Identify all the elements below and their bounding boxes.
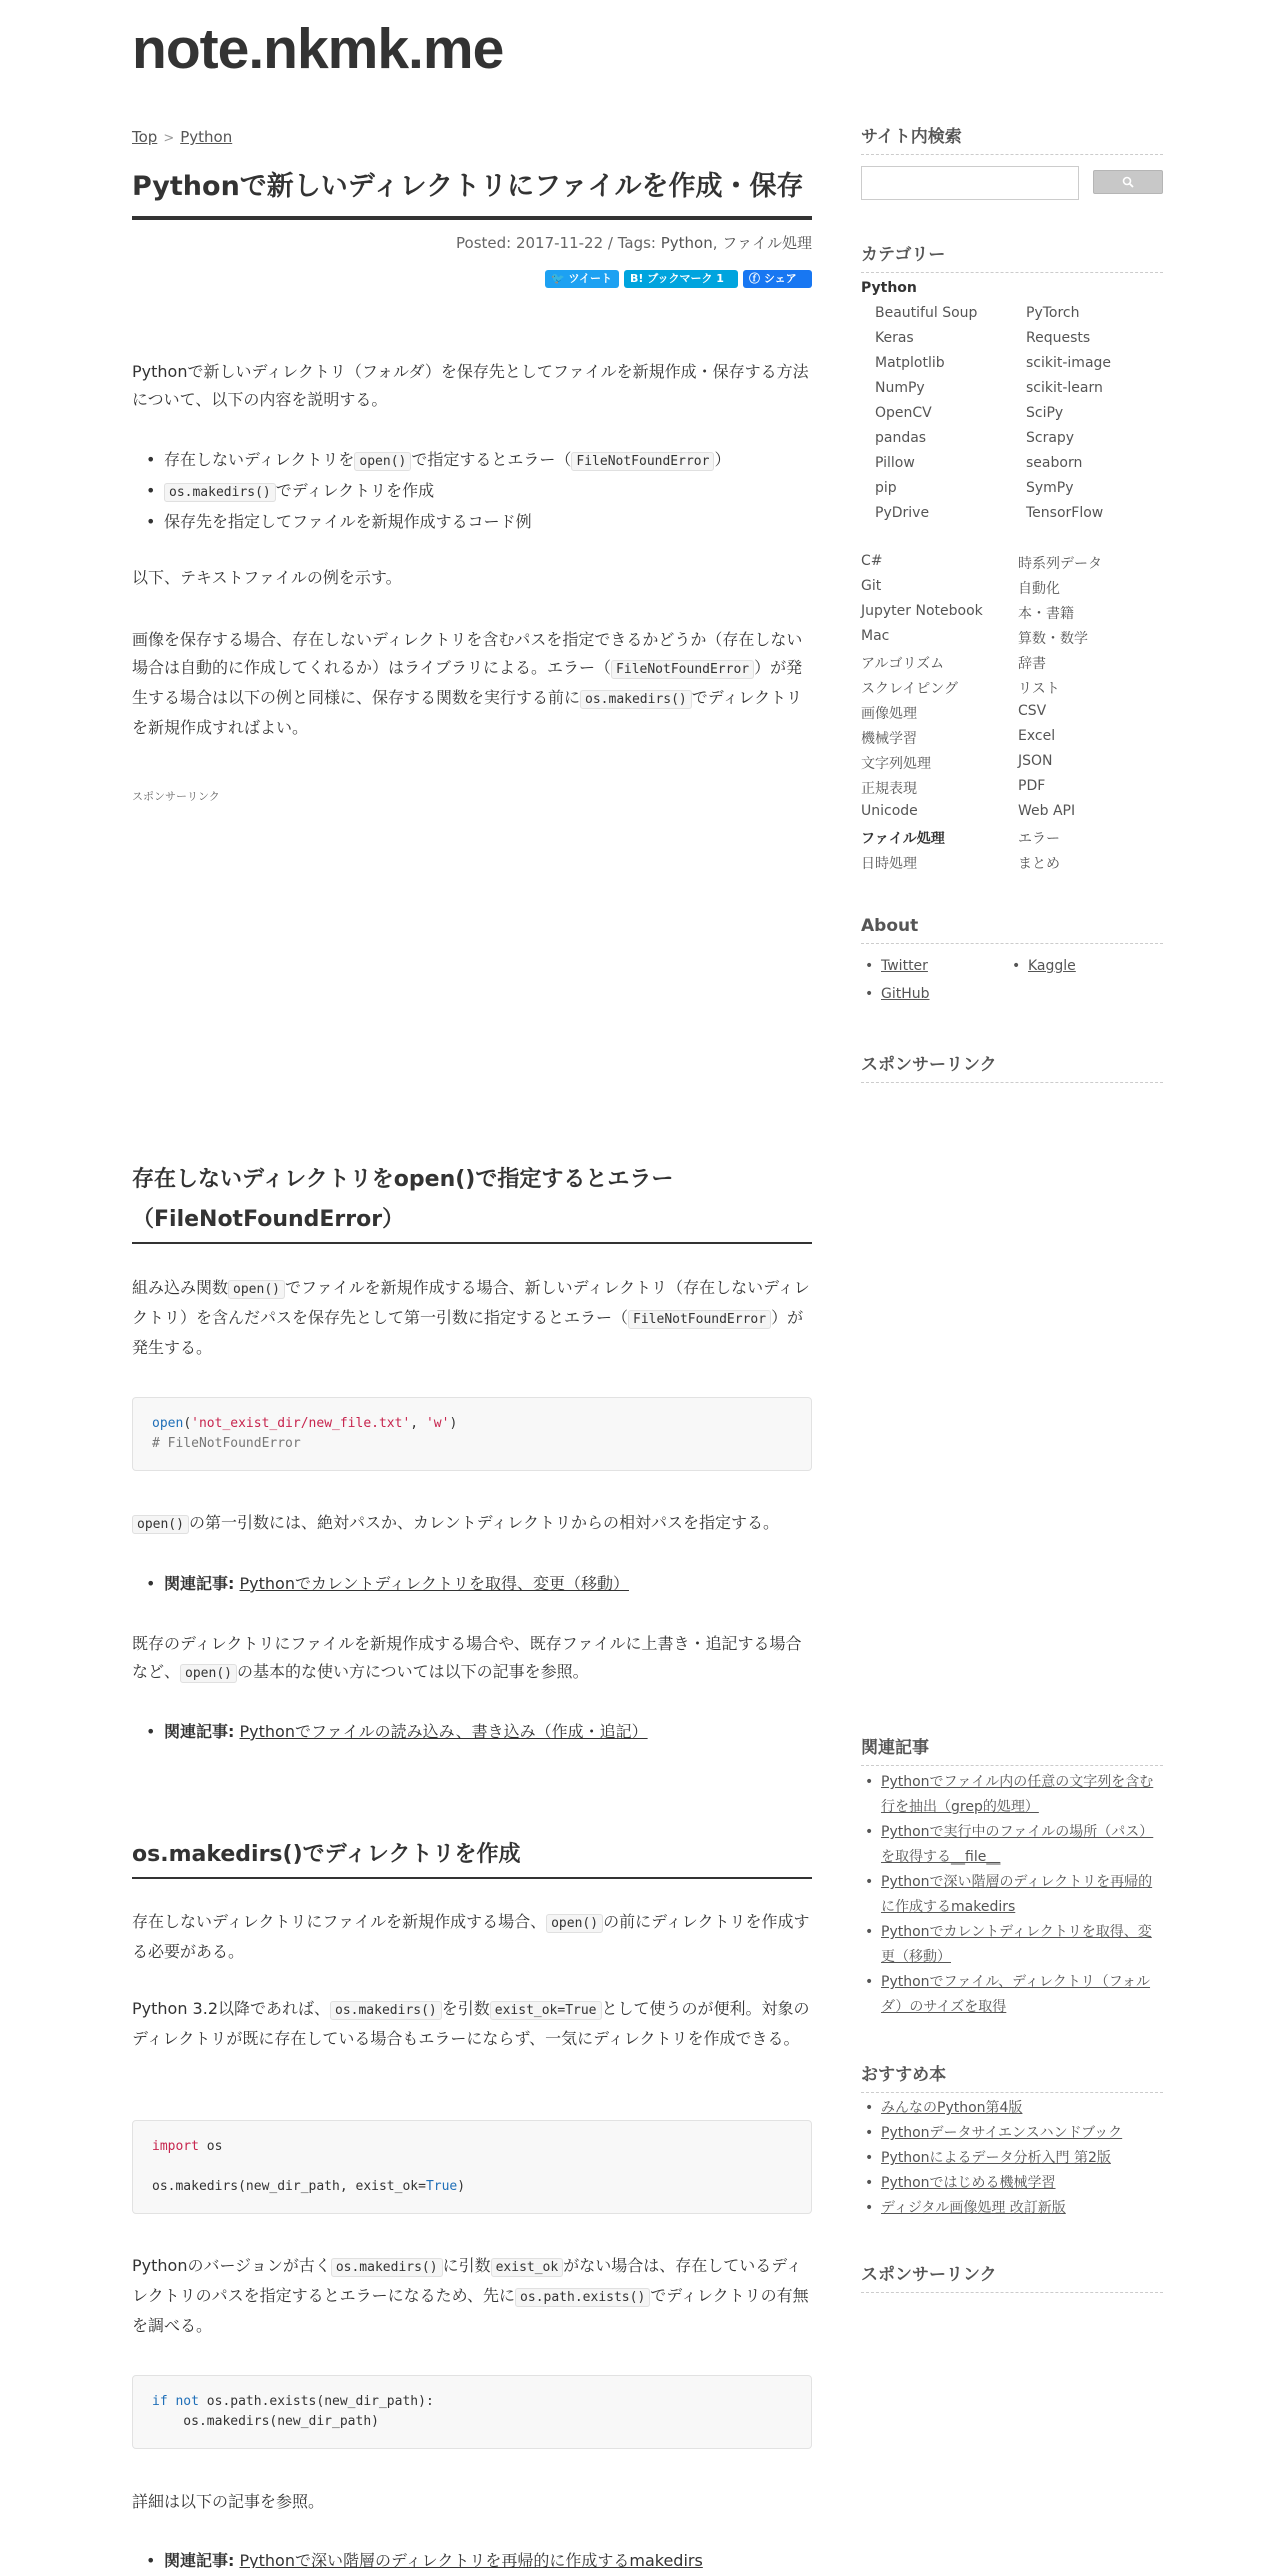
breadcrumb: [132, 128, 232, 146]
sidebar-book-link[interactable]: みんなのPython第4版: [881, 2100, 1023, 2116]
related-link[interactable]: Pythonでカレントディレクトリを取得、変更（移動）: [239, 1574, 629, 1593]
paragraph: [132, 1995, 812, 2053]
category-item[interactable]: Unicode: [861, 803, 918, 819]
category-item[interactable]: scikit-learn: [1026, 380, 1103, 396]
category-item[interactable]: TensorFlow: [1026, 505, 1104, 521]
text: Pythonのバージョンが古く: [132, 2256, 331, 2275]
inline-code: open(): [354, 452, 411, 471]
toc-text: 存在しないディレクトリを: [164, 450, 355, 469]
code-token: ,: [410, 1416, 426, 1431]
post-meta: [456, 232, 812, 253]
category-item[interactable]: 自動化: [1018, 581, 1060, 597]
category-item[interactable]: Jupyter Notebook: [861, 603, 983, 619]
category-item[interactable]: SciPy: [1026, 405, 1064, 421]
sidebar-book-item: [861, 2196, 1163, 2221]
sidebar-related-link[interactable]: Pythonでカレントディレクトリを取得、変更（移動）: [881, 1924, 1152, 1965]
search-button[interactable]: [1093, 170, 1163, 194]
toc-text: で指定するとエラー（: [411, 450, 572, 469]
code-token: open: [152, 1416, 184, 1431]
category-item[interactable]: 文字列処理: [861, 756, 931, 772]
sidebar-book-link[interactable]: ディジタル画像処理 改訂新版: [881, 2200, 1066, 2216]
category-item[interactable]: ファイル処理: [861, 831, 945, 847]
tag-separator: ,: [712, 234, 723, 252]
text: でディレクトリを新規作成すればよい。: [132, 688, 803, 737]
code-block[interactable]: [132, 2375, 812, 2449]
sidebar-related-list: [861, 1770, 1163, 2020]
breadcrumb-separator: >: [163, 131, 175, 146]
sidebar-book-link[interactable]: Pythonによるデータ分析入門 第2版: [881, 2150, 1111, 2166]
sidebar-categories-title: カテゴリー: [861, 240, 1163, 273]
text: の前にディレクトリを作成する必要がある。: [132, 1912, 810, 1961]
inline-code: open(): [228, 1280, 285, 1299]
text: 既存のディレクトリにファイルを新規作成する場合や、既存ファイルに上書き・追記する場合など、: [132, 1634, 802, 1681]
category-item[interactable]: エラー: [1018, 831, 1060, 847]
related-label: 関連記事:: [164, 1722, 235, 1741]
code-token: (: [183, 1416, 192, 1431]
category-item[interactable]: Scrapy: [1026, 430, 1075, 446]
text: の第一引数には、絶対パスか、カレントディレクトリからの相対パスを指定する。: [188, 1513, 779, 1532]
sidebar-book-item: [861, 2171, 1163, 2196]
text: でディレクトリの有無を調べる。: [132, 2286, 809, 2335]
category-python[interactable]: Python: [861, 280, 917, 296]
category-item[interactable]: Mac: [861, 628, 890, 644]
code-comment: # FileNotFoundError: [152, 1436, 301, 1451]
code-token: 'not_exist_dir/new_file.txt': [191, 1416, 411, 1431]
tag-python-link[interactable]: Python: [660, 234, 713, 252]
text: 組み込み関数: [132, 1278, 229, 1297]
sidebar-related-item: [861, 1870, 1163, 1920]
category-item[interactable]: OpenCV: [875, 405, 932, 421]
code-token: import: [152, 2139, 199, 2154]
sidebar-related-link[interactable]: Pythonで実行中のファイルの場所（パス）を取得する__file__: [881, 1824, 1154, 1865]
section-heading-makedirs: os.makedirs()でディレクトリを作成: [132, 1835, 812, 1879]
inline-code: open(): [546, 1914, 603, 1933]
posted-date: Posted: 2017-11-22 / Tags:: [456, 234, 661, 252]
text: ）が発生する場合は以下の例と同様に、保存する関数を実行する前に: [132, 658, 803, 707]
facebook-icon: ⓕ: [749, 272, 760, 285]
facebook-label: シェア: [763, 272, 797, 285]
category-item[interactable]: scikit-image: [1026, 355, 1112, 371]
toc-text: ）: [714, 450, 731, 469]
paragraph: [132, 2252, 812, 2340]
category-item[interactable]: NumPy: [875, 380, 925, 396]
category-item[interactable]: 時系列データ: [1018, 556, 1102, 572]
code-token: os.makedirs(new_dir_path, exist_ok=: [152, 2179, 426, 2194]
code-block[interactable]: [132, 2120, 812, 2214]
inline-code: os.makedirs(): [330, 2001, 442, 2020]
sidebar-book-link[interactable]: Pythonデータサイエンスハンドブック: [881, 2125, 1123, 2141]
category-item[interactable]: PyDrive: [875, 505, 930, 521]
paragraph: [132, 1509, 812, 1539]
related-list: [132, 1717, 812, 1746]
category-item[interactable]: PDF: [1018, 778, 1046, 794]
intro-paragraph: Pythonで新しいディレクトリ（フォルダ）を保存先としてファイルを新規作成・保存する方法について、以下の内容を説明する。: [132, 362, 809, 409]
category-item[interactable]: Beautiful Soup: [875, 305, 978, 321]
twitter-icon: 🐦: [551, 272, 565, 285]
sidebar-book-item: [861, 2146, 1163, 2171]
sidebar-book-item: [861, 2096, 1163, 2121]
section-heading-filenotfound: 存在しないディレクトリをopen()で指定するとエラー（FileNotFoundError）: [132, 1160, 812, 1244]
breadcrumb-top-link[interactable]: Top: [132, 128, 158, 146]
sidebar-related-item: [861, 1820, 1163, 1870]
category-item[interactable]: C#: [861, 553, 883, 569]
sidebar-related-title: 関連記事: [861, 1733, 1163, 1766]
inline-code: open(): [180, 1664, 237, 1683]
inline-code: os.path.exists(): [515, 2288, 650, 2307]
category-item[interactable]: Pillow: [875, 455, 915, 471]
text: でファイルを新規作成する場合、新しいディレクトリ（存在しないディレクトリ）を含んだパスを保存先として第一引数に指定するとエラー（: [132, 1278, 810, 1327]
category-item[interactable]: 正規表現: [861, 781, 917, 797]
inline-code: exist_ok: [491, 2258, 564, 2277]
toc-list: [132, 445, 812, 536]
toc-item: [132, 507, 812, 536]
toc-item: [132, 445, 812, 476]
page-title: Pythonで新しいディレクトリにファイルを作成・保存: [132, 168, 812, 220]
category-item[interactable]: スクレイピング: [861, 681, 959, 697]
code-token: if: [152, 2394, 168, 2409]
category-item[interactable]: pip: [875, 480, 897, 496]
about-kaggle: [1028, 958, 1076, 974]
category-item[interactable]: 機械学習: [861, 731, 917, 747]
sidebar-search-title: サイト内検索: [861, 122, 1163, 155]
sidebar-related-link[interactable]: Pythonでファイル内の任意の文字列を含む行を抽出（grep的処理）: [881, 1774, 1154, 1815]
inline-code: open(): [132, 1515, 189, 1534]
category-item[interactable]: seaborn: [1026, 455, 1083, 471]
paragraph: [132, 1630, 812, 1688]
category-item[interactable]: Web API: [1018, 803, 1076, 819]
category-item[interactable]: CSV: [1018, 703, 1047, 719]
sidebar-related-link[interactable]: Pythonでファイル、ディレクトリ（フォルダ）のサイズを取得: [881, 1974, 1151, 2015]
text: ）が発生する。: [132, 1308, 804, 1357]
related-list: [132, 2546, 812, 2568]
category-item[interactable]: Git: [861, 578, 882, 594]
category-item[interactable]: 本・書籍: [1018, 606, 1074, 622]
sidebar-book-item: [861, 2121, 1163, 2146]
inline-code: FileNotFoundError: [628, 1310, 771, 1329]
toc-text: 保存先を指定してファイルを新規作成するコード例: [164, 512, 532, 531]
sponsor-label: スポンサーリンク: [132, 790, 220, 803]
inline-code: exist_ok=True: [490, 2001, 602, 2020]
category-item[interactable]: アルゴリズム: [861, 656, 945, 672]
toc-item: [132, 476, 812, 507]
category-item[interactable]: リスト: [1018, 681, 1060, 697]
inline-code: os.makedirs(): [580, 690, 692, 709]
about-github: [881, 986, 930, 1002]
related-item: [132, 1569, 812, 1598]
paragraph: [132, 626, 812, 742]
sidebar-sponsor-title-2: スポンサーリンク: [861, 2260, 1163, 2293]
paragraph: [132, 1908, 812, 1966]
text: に引数: [442, 2256, 491, 2275]
sidebar-book-link[interactable]: Pythonではじめる機械学習: [881, 2175, 1056, 2191]
toc-text: でディレクトリを作成: [275, 481, 435, 500]
text: 画像を保存する場合、存在しないディレクトリを含むパスを指定できるかどうか（存在しない場合は自動的に作成してくれるか）はライブラリによる。エラー（: [132, 630, 803, 677]
code-token: os: [198, 2139, 223, 2154]
facebook-share-button[interactable]: [743, 270, 812, 288]
text: Python 3.2以降であれば、: [132, 1999, 330, 2018]
code-token: 'w': [425, 1416, 450, 1431]
text: の基本的な使い方については以下の記事を参照。: [236, 1662, 589, 1681]
search-input[interactable]: [861, 166, 1079, 200]
sidebar-books-list: [861, 2096, 1163, 2221]
inline-code: FileNotFoundError: [571, 452, 714, 471]
category-item[interactable]: PyTorch: [1026, 305, 1080, 321]
category-item[interactable]: JSON: [1018, 753, 1053, 769]
code-block[interactable]: [132, 1397, 812, 1471]
paragraph: 詳細は以下の記事を参照。: [132, 2492, 325, 2511]
twitter-link[interactable]: Twitter: [881, 958, 928, 974]
sidebar-sponsor-title: スポンサーリンク: [861, 1050, 1163, 1083]
category-item[interactable]: SymPy: [1026, 480, 1074, 496]
paragraph: 以下、テキストファイルの例を示す。: [132, 568, 402, 587]
search-icon: [1122, 176, 1134, 188]
category-item[interactable]: 日時処理: [861, 856, 917, 872]
about-twitter: [881, 958, 928, 974]
code-token: os.path.exists(new_dir_path):: [198, 2394, 434, 2409]
sidebar-books-title: おすすめ本: [861, 2060, 1163, 2093]
related-item: [132, 1717, 812, 1746]
site-title[interactable]: note.nkmk.me: [132, 17, 504, 81]
related-list: [132, 1569, 812, 1598]
category-item[interactable]: 画像処理: [861, 706, 917, 722]
code-token: not: [167, 2394, 199, 2409]
code-token: ): [449, 1416, 458, 1431]
tag-file-link[interactable]: ファイル処理: [722, 234, 812, 252]
breadcrumb-python-link[interactable]: Python: [180, 128, 233, 146]
text: を引数: [441, 1999, 490, 2018]
category-item[interactable]: Excel: [1018, 728, 1056, 744]
category-item[interactable]: Requests: [1026, 330, 1091, 346]
sidebar-related-link[interactable]: Pythonで深い階層のディレクトリを再帰的に作成するmakedirs: [881, 1874, 1153, 1915]
inline-code: FileNotFoundError: [611, 660, 754, 679]
text: がない場合は、存在しているディレクトリのパスを指定するとエラーになるため、先に: [132, 2256, 802, 2305]
code-token: True: [425, 2179, 458, 2194]
sidebar-related-item: [861, 1770, 1163, 1820]
github-link[interactable]: GitHub: [881, 986, 930, 1002]
sidebar-related-item: [861, 1920, 1163, 1970]
related-link[interactable]: Pythonでファイルの読み込み、書き込み（作成・追記）: [239, 1722, 648, 1741]
sidebar-related-item: [861, 1970, 1163, 2020]
category-item[interactable]: Keras: [875, 330, 914, 346]
related-label: 関連記事:: [164, 1574, 235, 1593]
tweet-button[interactable]: [545, 270, 619, 288]
category-item[interactable]: pandas: [875, 430, 927, 446]
code-token: ): [457, 2179, 466, 2194]
related-item: [132, 2546, 812, 2568]
kaggle-link[interactable]: Kaggle: [1028, 958, 1076, 974]
hatena-label: B! ブックマーク 1: [630, 272, 724, 285]
text: 存在しないディレクトリにファイルを新規作成する場合、: [132, 1912, 547, 1931]
tweet-label: ツイート: [568, 272, 612, 285]
related-link[interactable]: Pythonで深い階層のディレクトリを再帰的に作成するmakedirs: [239, 2551, 703, 2568]
category-item[interactable]: Matplotlib: [875, 355, 945, 371]
inline-code: os.makedirs(): [331, 2258, 443, 2277]
inline-code: os.makedirs(): [164, 483, 276, 502]
category-item[interactable]: 辞書: [1018, 656, 1046, 672]
category-item[interactable]: まとめ: [1018, 856, 1060, 872]
paragraph: [132, 1274, 812, 1362]
sidebar-about-title: About: [861, 916, 1163, 944]
hatena-bookmark-button[interactable]: [624, 270, 738, 288]
category-item[interactable]: 算数・数学: [1018, 631, 1088, 647]
code-token: os.makedirs(new_dir_path): [152, 2414, 379, 2429]
related-label: 関連記事:: [164, 2551, 235, 2568]
text: として使うのが便利。対象のディレクトリが既に存在している場合もエラーにならず、一気にディレクトリを作成できる。: [132, 1999, 810, 2048]
